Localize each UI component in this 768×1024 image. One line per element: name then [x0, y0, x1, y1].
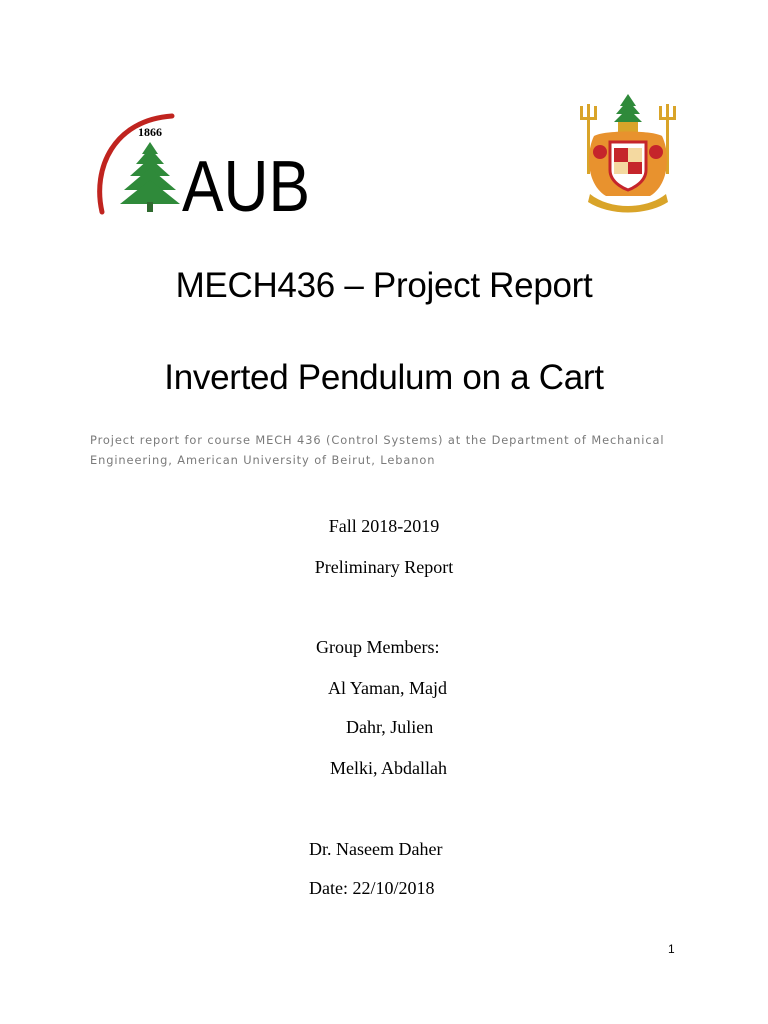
cedar-tree-icon	[120, 142, 180, 212]
report-description: Project report for course MECH 436 (Control Systems) at the Department of Mechanical Engineering, American University of Beirut, Lebanon	[90, 433, 665, 467]
group-members-label: Group Members:	[316, 637, 440, 657]
member-name: Al Yaman, Majd	[328, 678, 448, 698]
aub-coat-of-arms-icon	[576, 92, 680, 216]
logo-wordmark: AUB	[182, 147, 310, 227]
member-name: Melki, Abdallah	[330, 758, 447, 778]
aub-logo	[92, 108, 314, 227]
logo-year: 1866	[138, 125, 162, 139]
member-name: Dahr, Julien	[346, 717, 434, 737]
instructor-name: Dr. Naseem Daher	[309, 839, 443, 859]
semester: Fall 2018-2019	[328, 516, 440, 536]
report-type: Preliminary Report	[314, 557, 454, 577]
project-title: Inverted Pendulum on a Cart	[164, 358, 604, 397]
page-number: 1	[668, 942, 675, 956]
report-date: Date: 22/10/2018	[309, 878, 435, 898]
course-title: MECH436 – Project Report	[175, 266, 593, 305]
